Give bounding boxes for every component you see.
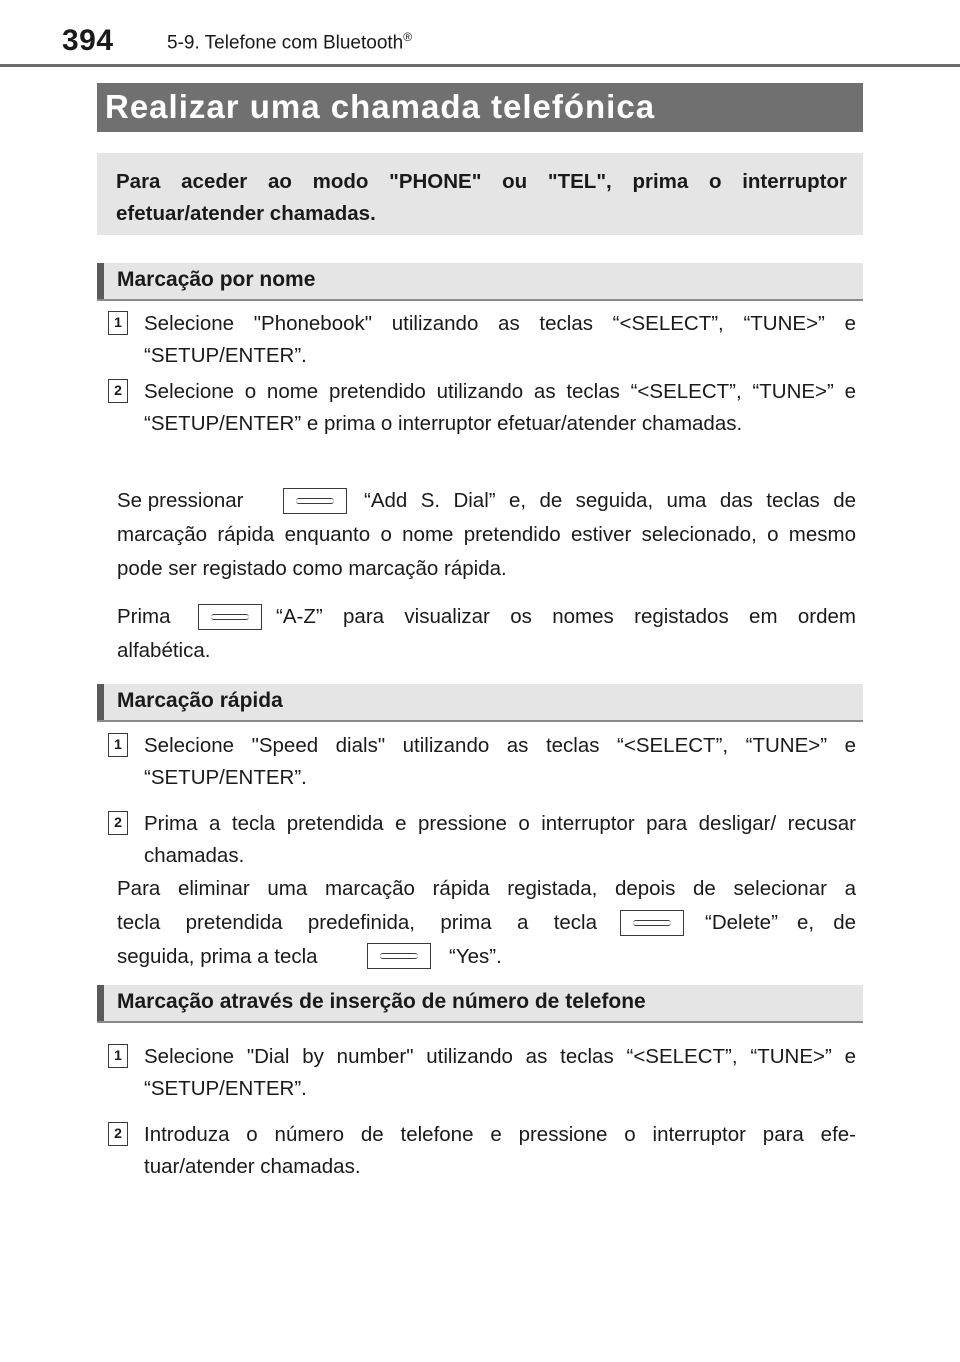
page-header (0, 0, 960, 64)
step-text: Selecione o nome pretendido utilizando as teclas “<SELECT”, “TUNE>” e “SETUP/ENTER” e prima o interruptor efetuar/atender chamadas. (144, 380, 856, 435)
page-title: Realizar uma chamada telefónica (105, 88, 656, 125)
note-text: alfabética. (117, 639, 211, 662)
note-text: “Yes”. (449, 945, 502, 968)
section-title: 5-9. Telefone com Bluetooth (167, 32, 404, 54)
note-text: “A-Z” para visualizar os nomes registados em ordem (276, 605, 856, 628)
note-text: “Delete” e, de (705, 911, 856, 934)
step-text: Selecione "Dial by number" utilizando as teclas “<SELECT”, “TUNE>” e “SETUP/ENTER”. (144, 1045, 856, 1100)
section-heading-text: Marcação por nome (117, 268, 316, 291)
section-heading-text: Marcação rápida (117, 689, 283, 712)
screen-key-icon (620, 910, 684, 936)
section-heading-by-name (97, 263, 863, 299)
header-rule (0, 64, 960, 67)
page-number: 394 (62, 24, 114, 57)
section-heading-text: Marcação através de inserção de número de telefone (117, 990, 646, 1013)
note-text: “Add S. Dial” e, de seguida, uma das teclas de (364, 489, 856, 512)
note-text: marcação rápida enquanto o nome pretendido estiver selecionado, o mesmo pode ser registado como marcação rápida. (117, 523, 856, 580)
screen-key-icon (198, 604, 262, 630)
step-number: 2 (108, 811, 128, 835)
section-heading-speed-dial (97, 684, 863, 720)
screen-key-icon (283, 488, 347, 514)
step-text: Prima a tecla pretendida e pressione o interruptor para desligar/ recusar chamadas. (144, 812, 856, 867)
screen-key-icon (367, 943, 431, 969)
note-text: Para eliminar uma marcação rápida registada, depois de selecionar a (117, 877, 856, 900)
step-text: Selecione "Phonebook" utilizando as teclas “<SELECT”, “TUNE>” e “SETUP/ENTER”. (144, 312, 856, 367)
section-reference (167, 30, 412, 54)
step-number: 1 (108, 1044, 128, 1068)
note-text: tecla pretendida predefinida, prima a tecla (117, 911, 597, 934)
note-text: Prima (117, 605, 171, 628)
note-text: Se pressionar (117, 489, 244, 512)
step-text: Selecione "Speed dials" utilizando as teclas “<SELECT”, “TUNE>” e “SETUP/ENTER”. (144, 734, 856, 789)
registered-mark: ® (403, 30, 413, 44)
page-title-bar (97, 83, 863, 132)
step-number: 2 (108, 1122, 128, 1146)
note-text: seguida, prima a tecla (117, 945, 318, 968)
section-heading-by-number (97, 985, 863, 1021)
intro-box (97, 153, 863, 235)
intro-text: Para aceder ao modo "PHONE" ou "TEL", prima o interruptor efetuar/atender chamadas. (116, 170, 847, 225)
step-number: 1 (108, 311, 128, 335)
step-text: Introduza o número de telefone e pressione o interruptor para efe- tuar/atender chamadas. (144, 1123, 856, 1178)
step-number: 2 (108, 379, 128, 403)
step-number: 1 (108, 733, 128, 757)
